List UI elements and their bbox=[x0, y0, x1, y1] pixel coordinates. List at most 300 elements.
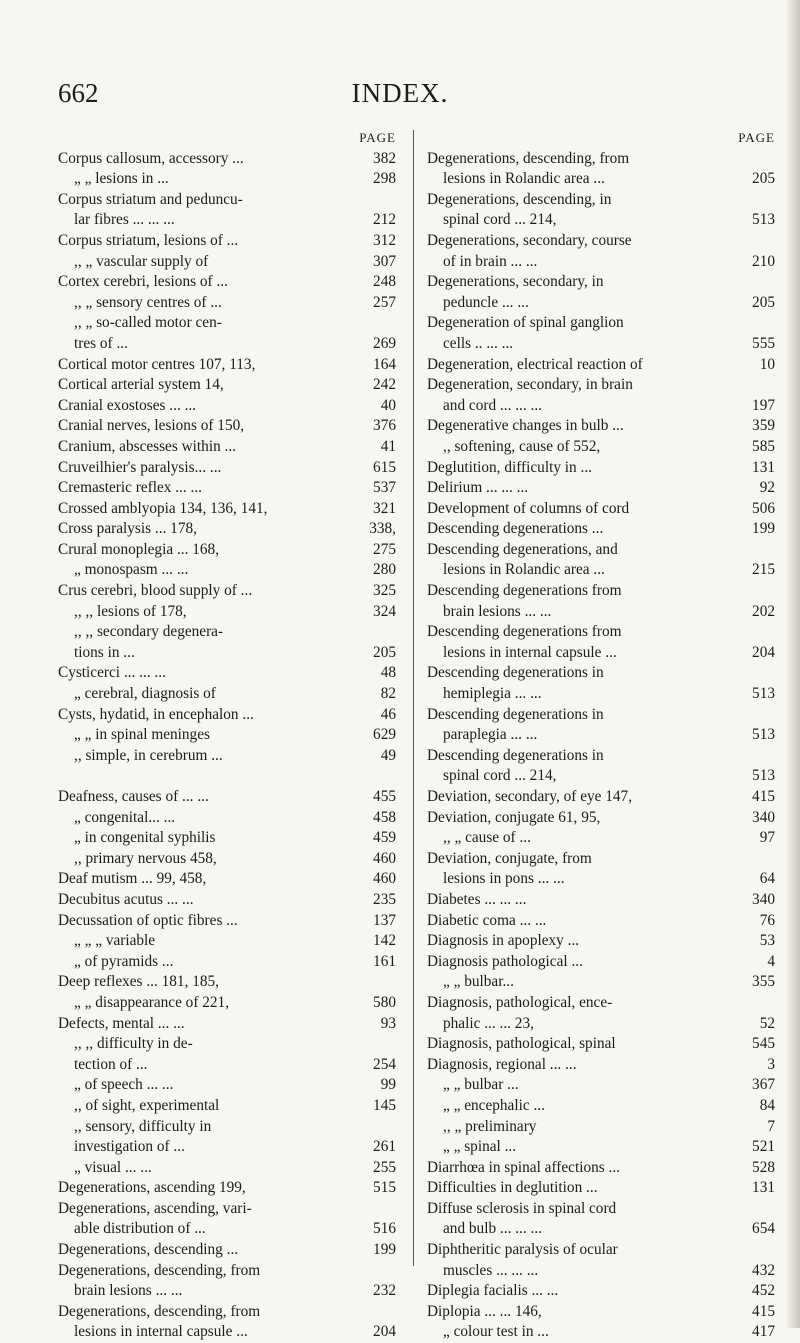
entry-text: lesions in internal capsule ... bbox=[443, 643, 617, 661]
entry-text: Descending degenerations ... bbox=[427, 520, 604, 538]
entry-text: Descending degenerations in bbox=[427, 664, 604, 682]
entry-text: Cruveilhier's paralysis... ... bbox=[58, 458, 222, 476]
entry-text: Degenerations, descending, from bbox=[58, 1302, 261, 1320]
index-entry bbox=[427, 1158, 775, 1179]
index-entry bbox=[58, 272, 396, 293]
entry-text: Diagnosis in apoplexy ... bbox=[427, 932, 580, 950]
index-entry bbox=[58, 1055, 396, 1076]
page-edge-shadow bbox=[786, 0, 800, 1328]
entry-page: 298 bbox=[373, 170, 396, 188]
entry-text: Cortex cerebri, lesions of ... bbox=[58, 273, 228, 291]
entry-page: 355 bbox=[752, 973, 775, 991]
entry-page: 7 bbox=[767, 1117, 775, 1135]
entry-page: 199 bbox=[373, 1241, 396, 1259]
entry-text: lesions in Rolandic area ... bbox=[443, 170, 605, 188]
index-entry bbox=[58, 1322, 396, 1343]
entry-text: „ „ encephalic ... bbox=[443, 1096, 545, 1114]
index-entry bbox=[427, 622, 775, 643]
entry-text: Cremasteric reflex ... ... bbox=[58, 479, 202, 497]
index-entry bbox=[58, 560, 396, 581]
entry-page: 280 bbox=[373, 561, 396, 579]
entry-page: 367 bbox=[752, 1076, 775, 1094]
index-entry bbox=[427, 519, 775, 540]
entry-page: 92 bbox=[759, 479, 775, 497]
index-entry bbox=[427, 1199, 775, 1220]
index-entry bbox=[58, 293, 396, 314]
entry-page: 164 bbox=[373, 355, 396, 373]
entry-text: Degenerations, descending, from bbox=[427, 149, 630, 167]
index-entry bbox=[427, 478, 775, 499]
index-entry bbox=[58, 149, 396, 170]
entry-text: „ congenital... ... bbox=[74, 808, 176, 826]
entry-page: 215 bbox=[752, 561, 775, 579]
entry-text: Deaf mutism ... 99, 458, bbox=[58, 870, 207, 888]
entry-page: 460 bbox=[373, 870, 396, 888]
entry-page: 275 bbox=[373, 540, 396, 558]
entry-page: 513 bbox=[752, 767, 775, 785]
entry-text: Deafness, causes of ... ... bbox=[58, 788, 209, 805]
entry-text: Development of columns of cord bbox=[427, 499, 630, 517]
index-entry bbox=[58, 581, 396, 602]
entry-page: 131 bbox=[752, 458, 775, 476]
index-entry bbox=[427, 416, 775, 437]
entry-text: ,, „ vascular supply of bbox=[74, 252, 209, 270]
entry-page: 210 bbox=[752, 252, 775, 270]
entry-page: 3 bbox=[767, 1055, 775, 1073]
entry-text: Degenerations, descending, from bbox=[58, 1261, 261, 1279]
entry-text: Deviation, conjugate 61, 95, bbox=[427, 808, 601, 826]
entry-page: 629 bbox=[373, 726, 396, 744]
entry-text: Crossed amblyopia 134, 136, 141, bbox=[58, 499, 268, 517]
entry-text: „ colour test in ... bbox=[443, 1323, 549, 1341]
index-entry bbox=[58, 499, 396, 520]
entry-page: 261 bbox=[373, 1138, 396, 1156]
entry-text: „ „ bulbar ... bbox=[443, 1076, 519, 1094]
entry-text: Degenerations, secondary, course bbox=[427, 231, 632, 249]
entry-page: 555 bbox=[752, 334, 775, 352]
index-entry bbox=[427, 808, 775, 829]
entry-page: 324 bbox=[373, 602, 396, 620]
entry-page: 204 bbox=[373, 1323, 396, 1341]
index-entry bbox=[58, 1261, 396, 1282]
entry-text: Descending degenerations in bbox=[427, 705, 604, 723]
index-entry bbox=[58, 663, 396, 684]
entry-page: 49 bbox=[380, 746, 396, 764]
entry-page: 255 bbox=[373, 1158, 396, 1176]
index-entry bbox=[427, 1075, 775, 1096]
entry-text: Descending degenerations in bbox=[427, 746, 604, 764]
entry-text: tection of ... bbox=[74, 1055, 148, 1073]
entry-text: Delirium ... ... ... bbox=[427, 479, 529, 497]
entry-page: 199 bbox=[752, 520, 775, 538]
entry-page: 580 bbox=[373, 993, 396, 1011]
index-entry bbox=[427, 499, 775, 520]
index-entry bbox=[427, 663, 775, 684]
index-entry bbox=[58, 540, 396, 561]
entry-text: brain lesions ... ... bbox=[74, 1282, 183, 1300]
entry-page: 205 bbox=[373, 643, 396, 661]
entry-page: 131 bbox=[752, 1179, 775, 1197]
index-entry bbox=[58, 169, 396, 190]
index-entry bbox=[58, 1034, 396, 1055]
index-entry bbox=[427, 190, 775, 211]
index-entry bbox=[58, 190, 396, 211]
column-page-label: PAGE bbox=[738, 130, 775, 145]
entry-text: Diagnosis, pathological, ence- bbox=[427, 993, 613, 1011]
entry-text: Degeneration, electrical reaction of bbox=[427, 355, 643, 373]
entry-page: 269 bbox=[373, 334, 396, 352]
entry-page: 254 bbox=[373, 1055, 396, 1073]
index-entry bbox=[427, 1178, 775, 1199]
page-title: INDEX. bbox=[351, 78, 449, 108]
index-entry bbox=[427, 828, 775, 849]
index-entry bbox=[427, 911, 775, 932]
index-entry bbox=[58, 1075, 396, 1096]
entry-text: „ „ spinal ... bbox=[443, 1138, 517, 1156]
entry-page: 257 bbox=[373, 293, 396, 311]
index-entry bbox=[58, 1199, 396, 1220]
entry-page: 41 bbox=[380, 437, 396, 455]
index-entry bbox=[427, 313, 775, 334]
entry-page: 513 bbox=[752, 726, 775, 744]
entry-text: Cysts, hydatid, in encephalon ... bbox=[58, 705, 254, 723]
entry-page: 513 bbox=[752, 685, 775, 703]
entry-text: paraplegia ... ... bbox=[443, 726, 538, 744]
index-entry bbox=[58, 416, 396, 437]
entry-text: „ „ bulbar... bbox=[443, 973, 514, 991]
entry-page: 516 bbox=[373, 1220, 396, 1238]
index-entry bbox=[427, 437, 775, 458]
entry-text: Degenerations, descending, in bbox=[427, 190, 612, 208]
index-entry bbox=[427, 1096, 775, 1117]
entry-text: „ „ „ variable bbox=[74, 932, 156, 950]
entry-text: of in brain ... ... bbox=[443, 252, 538, 270]
index-entry bbox=[58, 1158, 396, 1179]
entry-text: „ cerebral, diagnosis of bbox=[74, 685, 216, 703]
index-entry bbox=[58, 828, 396, 849]
entry-page: 338, bbox=[369, 520, 396, 538]
entry-page: 432 bbox=[752, 1261, 775, 1279]
index-entry bbox=[427, 458, 775, 479]
index-column-right bbox=[427, 128, 775, 1343]
entry-text: muscles ... ... ... bbox=[443, 1261, 539, 1279]
entry-text: Diarrhœa in spinal affections ... bbox=[427, 1158, 620, 1176]
entry-page: 52 bbox=[759, 1014, 775, 1032]
index-entry bbox=[427, 1055, 775, 1076]
index-entry bbox=[58, 849, 396, 870]
entry-text: ,, ,, lesions of 178, bbox=[74, 602, 187, 620]
entry-text: tres of ... bbox=[74, 334, 128, 352]
entry-text: ,, sensory, difficulty in bbox=[74, 1117, 212, 1135]
entry-text: Descending degenerations, and bbox=[427, 540, 618, 558]
entry-text: Difficulties in deglutition ... bbox=[427, 1179, 598, 1197]
index-entry bbox=[58, 787, 396, 808]
index-entry bbox=[427, 1117, 775, 1138]
entry-page: 506 bbox=[752, 499, 775, 517]
entry-text: Cortical arterial system 14, bbox=[58, 376, 224, 394]
index-entry bbox=[427, 746, 775, 767]
entry-text: ,, softening, cause of 552, bbox=[443, 437, 601, 455]
entry-page: 232 bbox=[373, 1282, 396, 1300]
entry-text: Crural monoplegia ... 168, bbox=[58, 540, 220, 558]
index-entry bbox=[58, 890, 396, 911]
index-entry bbox=[427, 1240, 775, 1261]
index-entry bbox=[427, 1219, 775, 1240]
entry-text: Diplegia facialis ... ... bbox=[427, 1282, 559, 1300]
index-entry bbox=[427, 1322, 775, 1343]
index-entry bbox=[427, 375, 775, 396]
entry-page: 312 bbox=[373, 231, 396, 249]
entry-text: and cord ... ... ... bbox=[443, 396, 542, 414]
index-entry bbox=[427, 581, 775, 602]
entry-text: „ visual ... ... bbox=[74, 1158, 152, 1176]
entry-page: 340 bbox=[752, 890, 775, 908]
index-entry bbox=[58, 355, 396, 376]
entry-text: „ „ disappearance of 221, bbox=[74, 993, 230, 1011]
entry-page: 235 bbox=[373, 890, 396, 908]
column-divider bbox=[413, 130, 414, 1266]
entry-text: Decubitus acutus ... ... bbox=[58, 890, 194, 908]
entry-text: investigation of ... bbox=[74, 1138, 185, 1156]
entry-page: 97 bbox=[759, 829, 775, 847]
index-entry bbox=[427, 890, 775, 911]
entry-text: ,, „ preliminary bbox=[443, 1117, 537, 1135]
index-entry bbox=[58, 252, 396, 273]
index-entry bbox=[58, 1219, 396, 1240]
entry-page: 307 bbox=[373, 252, 396, 270]
index-entry bbox=[427, 725, 775, 746]
entry-page: 515 bbox=[373, 1179, 396, 1197]
entry-page: 161 bbox=[373, 952, 396, 970]
entry-text: phalic ... ... 23, bbox=[443, 1014, 534, 1032]
entry-page: 325 bbox=[373, 582, 396, 600]
entry-text: Diabetes ... ... ... bbox=[427, 890, 527, 908]
entry-page: 415 bbox=[752, 1302, 775, 1320]
index-entry bbox=[427, 396, 775, 417]
entry-text: ,, ,, secondary degenera- bbox=[74, 623, 224, 641]
entry-text: Diphtheritic paralysis of ocular bbox=[427, 1241, 618, 1259]
index-entry bbox=[427, 972, 775, 993]
index-entry bbox=[58, 519, 396, 540]
entry-page: 654 bbox=[752, 1220, 775, 1238]
index-entry bbox=[58, 705, 396, 726]
index-entry bbox=[58, 231, 396, 252]
entry-page: 82 bbox=[380, 685, 396, 703]
entry-text: Cross paralysis ... 178, bbox=[58, 520, 197, 538]
index-entry bbox=[427, 169, 775, 190]
entry-text: Degeneration of spinal ganglion bbox=[427, 314, 624, 332]
entry-text: Deglutition, difficulty in ... bbox=[427, 458, 592, 476]
entry-text: tions in ... bbox=[74, 643, 135, 661]
index-entry bbox=[427, 1302, 775, 1323]
entry-text: hemiplegia ... ... bbox=[443, 685, 542, 703]
entry-text: Decussation of optic fibres ... bbox=[58, 911, 238, 929]
entry-text: ,, „ sensory centres of ... bbox=[74, 293, 222, 311]
entry-text: lesions in internal capsule ... bbox=[74, 1323, 248, 1341]
entry-text: Degenerations, ascending 199, bbox=[58, 1179, 246, 1197]
entry-page: 204 bbox=[752, 643, 775, 661]
entry-page: 382 bbox=[373, 149, 396, 167]
index-entry bbox=[427, 293, 775, 314]
entry-page: 615 bbox=[373, 458, 396, 476]
entry-text: spinal cord ... 214, bbox=[443, 211, 557, 229]
entry-text: Cranial exostoses ... ... bbox=[58, 396, 197, 414]
entry-page: 53 bbox=[759, 932, 775, 950]
index-entry bbox=[58, 210, 396, 231]
entry-page: 212 bbox=[373, 211, 396, 229]
entry-text: Cranium, abscesses within ... bbox=[58, 437, 237, 455]
entry-text: ,, ,, difficulty in de- bbox=[74, 1035, 193, 1053]
index-entry bbox=[427, 355, 775, 376]
entry-text: Diagnosis, pathological, spinal bbox=[427, 1035, 616, 1053]
index-entry bbox=[427, 1261, 775, 1282]
column-page-label: PAGE bbox=[359, 130, 396, 145]
entry-text: Corpus callosum, accessory ... bbox=[58, 149, 244, 167]
index-entry bbox=[427, 231, 775, 252]
index-entry bbox=[58, 375, 396, 396]
entry-page: 340 bbox=[752, 808, 775, 826]
entry-text: ,, „ so-called motor cen- bbox=[74, 314, 222, 332]
index-entry bbox=[427, 787, 775, 808]
entry-page: 415 bbox=[752, 788, 775, 805]
entry-page: 528 bbox=[752, 1158, 775, 1176]
entry-text: Defects, mental ... ... bbox=[58, 1014, 185, 1032]
index-entry bbox=[58, 478, 396, 499]
entry-page: 10 bbox=[759, 355, 775, 373]
entry-text: ,, „ cause of ... bbox=[443, 829, 531, 847]
entry-page: 521 bbox=[752, 1138, 775, 1156]
index-entry bbox=[427, 705, 775, 726]
entry-page: 145 bbox=[373, 1096, 396, 1114]
entry-text: and bulb ... ... ... bbox=[443, 1220, 542, 1238]
index-entry bbox=[427, 1034, 775, 1055]
entry-page: 205 bbox=[752, 170, 775, 188]
entry-text: Diabetic coma ... ... bbox=[427, 911, 547, 929]
entry-text: Deviation, conjugate, from bbox=[427, 849, 592, 867]
index-entry bbox=[58, 396, 396, 417]
entry-text: „ of speech ... ... bbox=[74, 1076, 174, 1094]
entry-text: lesions in pons ... ... bbox=[443, 870, 565, 888]
index-entry bbox=[58, 931, 396, 952]
entry-page: 459 bbox=[373, 829, 396, 847]
index-entry bbox=[58, 1096, 396, 1117]
entry-text: Cortical motor centres 107, 113, bbox=[58, 355, 256, 373]
entry-page: 376 bbox=[373, 417, 396, 435]
entry-text: Descending degenerations from bbox=[427, 582, 622, 600]
entry-text: ,, of sight, experimental bbox=[74, 1096, 220, 1114]
index-entry bbox=[58, 725, 396, 746]
index-entry bbox=[427, 149, 775, 170]
entry-text: lesions in Rolandic area ... bbox=[443, 561, 605, 579]
entry-page: 64 bbox=[759, 870, 775, 888]
index-entry bbox=[58, 643, 396, 664]
entry-text: lar fibres ... ... ... bbox=[74, 211, 175, 229]
entry-text: „ monospasm ... ... bbox=[74, 561, 189, 579]
index-column-left bbox=[58, 128, 396, 1343]
index-entry bbox=[58, 911, 396, 932]
index-entry bbox=[58, 1137, 396, 1158]
entry-text: Descending degenerations from bbox=[427, 623, 622, 641]
index-entry bbox=[427, 1137, 775, 1158]
entry-page: 197 bbox=[752, 396, 775, 414]
entry-text: „ „ lesions in ... bbox=[74, 170, 169, 188]
index-entry bbox=[427, 952, 775, 973]
entry-page: 359 bbox=[752, 417, 775, 435]
entry-page: 417 bbox=[752, 1323, 775, 1341]
entry-text: „ „ in spinal meninges bbox=[74, 726, 210, 744]
index-entry bbox=[58, 1281, 396, 1302]
index-entry bbox=[58, 1117, 396, 1138]
index-entry bbox=[58, 622, 396, 643]
index-entry bbox=[58, 313, 396, 334]
index-entry bbox=[427, 849, 775, 870]
index-entry bbox=[58, 869, 396, 890]
entry-page: 93 bbox=[380, 1014, 396, 1032]
entry-text: Degeneration, secondary, in brain bbox=[427, 376, 633, 394]
entry-page: 455 bbox=[373, 788, 396, 805]
entry-page: 137 bbox=[373, 911, 396, 929]
entry-text: peduncle ... ... bbox=[443, 293, 529, 311]
entry-text: „ in congenital syphilis bbox=[74, 829, 216, 847]
entry-text: able distribution of ... bbox=[74, 1220, 206, 1238]
entry-text: spinal cord ... 214, bbox=[443, 767, 557, 785]
entry-text: Degenerations, secondary, in bbox=[427, 273, 604, 291]
index-entry bbox=[427, 334, 775, 355]
index-entry bbox=[58, 952, 396, 973]
entry-page: 545 bbox=[752, 1035, 775, 1053]
entry-page: 84 bbox=[759, 1096, 775, 1114]
entry-text: „ of pyramids ... bbox=[74, 952, 174, 970]
index-entry bbox=[427, 210, 775, 231]
page-number: 662 bbox=[58, 78, 99, 108]
entry-page: 48 bbox=[380, 664, 396, 682]
entry-text: Degenerations, ascending, vari- bbox=[58, 1199, 252, 1217]
index-entry bbox=[427, 252, 775, 273]
entry-page: 4 bbox=[767, 952, 775, 970]
index-entry bbox=[58, 1240, 396, 1261]
entry-page: 513 bbox=[752, 211, 775, 229]
entry-page: 321 bbox=[373, 499, 396, 517]
entry-page: 40 bbox=[380, 396, 396, 414]
entry-page: 205 bbox=[752, 293, 775, 311]
entry-text: Diagnosis, regional ... ... bbox=[427, 1055, 577, 1073]
index-entry bbox=[58, 746, 396, 767]
entry-text: Deviation, secondary, of eye 147, bbox=[427, 788, 633, 805]
entry-text: Diffuse sclerosis in spinal cord bbox=[427, 1199, 617, 1217]
entry-page: 460 bbox=[373, 849, 396, 867]
index-entry bbox=[427, 766, 775, 787]
index-entry bbox=[427, 560, 775, 581]
entry-page: 202 bbox=[752, 602, 775, 620]
entry-text: Degenerative changes in bulb ... bbox=[427, 417, 624, 435]
index-entry bbox=[58, 437, 396, 458]
entry-page: 46 bbox=[380, 705, 396, 723]
section-gap bbox=[58, 766, 396, 787]
index-entry bbox=[58, 684, 396, 705]
entry-text: cells .. ... ... bbox=[443, 334, 514, 352]
entry-page: 458 bbox=[373, 808, 396, 826]
entry-text: Cysticerci ... ... ... bbox=[58, 664, 166, 682]
index-entry bbox=[427, 540, 775, 561]
index-entry bbox=[58, 334, 396, 355]
index-entry bbox=[427, 272, 775, 293]
entry-page: 142 bbox=[373, 932, 396, 950]
entry-text: Crus cerebri, blood supply of ... bbox=[58, 582, 253, 600]
index-entry bbox=[427, 684, 775, 705]
index-entry bbox=[58, 1302, 396, 1323]
index-entry bbox=[427, 931, 775, 952]
index-entry bbox=[58, 972, 396, 993]
